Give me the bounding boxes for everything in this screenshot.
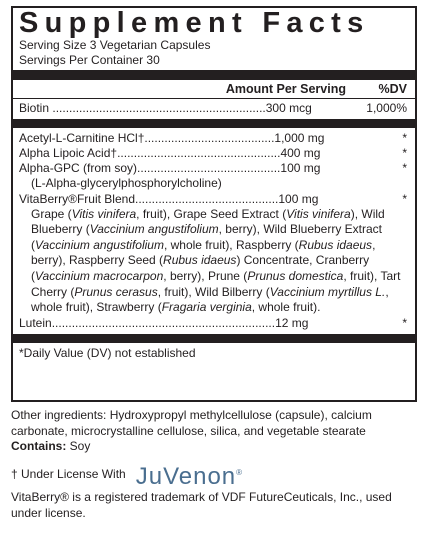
blend-segment: Rubus idaeus	[163, 253, 237, 268]
blend-segment: Fragaria verginia	[161, 300, 252, 315]
blend-segment: , fruit), Tart Cherry (	[31, 268, 401, 299]
blend-segment: Vaccinium angustifolium	[35, 237, 164, 252]
license-text: † Under License With	[11, 466, 126, 481]
blend-segment: Vitis vinifera	[71, 206, 137, 221]
dv-footnote: *Daily Value (DV) not established	[19, 345, 196, 360]
dv-label: %DV	[378, 82, 407, 96]
blend-segment: , whole fruit), Strawberry (	[31, 284, 389, 315]
blend-segment: Vaccinium macrocarpon	[35, 268, 164, 283]
alpha-gpc-subtext: (L-Alpha-glycerylphosphorylcholine)	[31, 176, 222, 190]
nutrient-row-alcar: Acetyl-L-Carnitine HCl†.......................................1,000 mg *	[19, 131, 407, 145]
blend-segment: Prunus domestica	[247, 268, 344, 283]
amount-per-serving-label: Amount Per Serving	[225, 82, 346, 96]
nutrient-row-ala: Alpha Lipoic Acid†.................................................400 mg *	[19, 146, 407, 160]
blend-segment: , berry), Prune (	[163, 268, 248, 283]
supplement-facts-panel	[11, 6, 417, 402]
blend-segment: , fruit), Wild Bilberry (	[157, 284, 270, 299]
nutrient-row-biotin: Biotin ................................................................300 mcg 1,000%	[19, 101, 407, 115]
blend-description	[19, 207, 409, 316]
blend-segment: ) Concentrate, Cranberry (	[31, 253, 370, 283]
thick-rule	[13, 70, 415, 80]
blend-segment: , whole fruit), Raspberry (	[163, 237, 299, 252]
blend-segment: Rubus idaeus	[298, 237, 373, 252]
license-line	[11, 462, 417, 490]
blend-segment: Vaccinium myrtillus L.	[269, 284, 386, 299]
blend-segment: ), Wild Blueberry (	[31, 206, 385, 237]
thick-rule	[13, 119, 415, 128]
blend-segment: Prunus cerasus	[74, 284, 158, 299]
nutrient-row-alpha-gpc: Alpha-GPC (from soy)...........................................100 mg *	[19, 161, 407, 175]
contains-line: Contains: Soy	[11, 439, 91, 453]
below-panel	[11, 408, 417, 521]
blend-segment: , fruit), Grape Seed Extract (	[136, 206, 287, 221]
blend-segment: , whole fruit).	[251, 300, 321, 315]
thick-rule	[13, 334, 415, 343]
blend-segment: Vitis vinifera	[286, 206, 351, 221]
blend-segment: , berry), Raspberry Seed (	[31, 237, 376, 268]
servings-per-container: Servings Per Container 30	[19, 53, 160, 67]
other-ingredients: Other ingredients: Hydroxypropyl methylcellulose (capsule), calcium carbonate, microcrystalline cellulose, silica, and vegetable stearate	[11, 408, 372, 438]
trademark-note: VitaBerry® is a registered trademark of VDF FutureCeuticals, Inc., used under license.	[11, 490, 392, 520]
panel-title: Supplement Facts	[19, 7, 370, 39]
juvenon-logo: JuVenon®	[135, 462, 244, 490]
nutrient-row-lutein: Lutein...................................................................12 mg *	[19, 315, 407, 330]
nutrient-row-vitaberry: VitaBerry®Fruit Blend...........................................100 mg *	[19, 191, 407, 206]
serving-size: Serving Size 3 Vegetarian Capsules	[19, 38, 211, 52]
column-header	[19, 80, 409, 98]
blend-segment: Vaccinium angustifolium	[89, 222, 219, 237]
blend-segment: , berry), Wild Blueberry Extract (	[31, 222, 383, 252]
thin-rule	[13, 98, 415, 99]
blend-segment: Grape (	[31, 206, 72, 221]
